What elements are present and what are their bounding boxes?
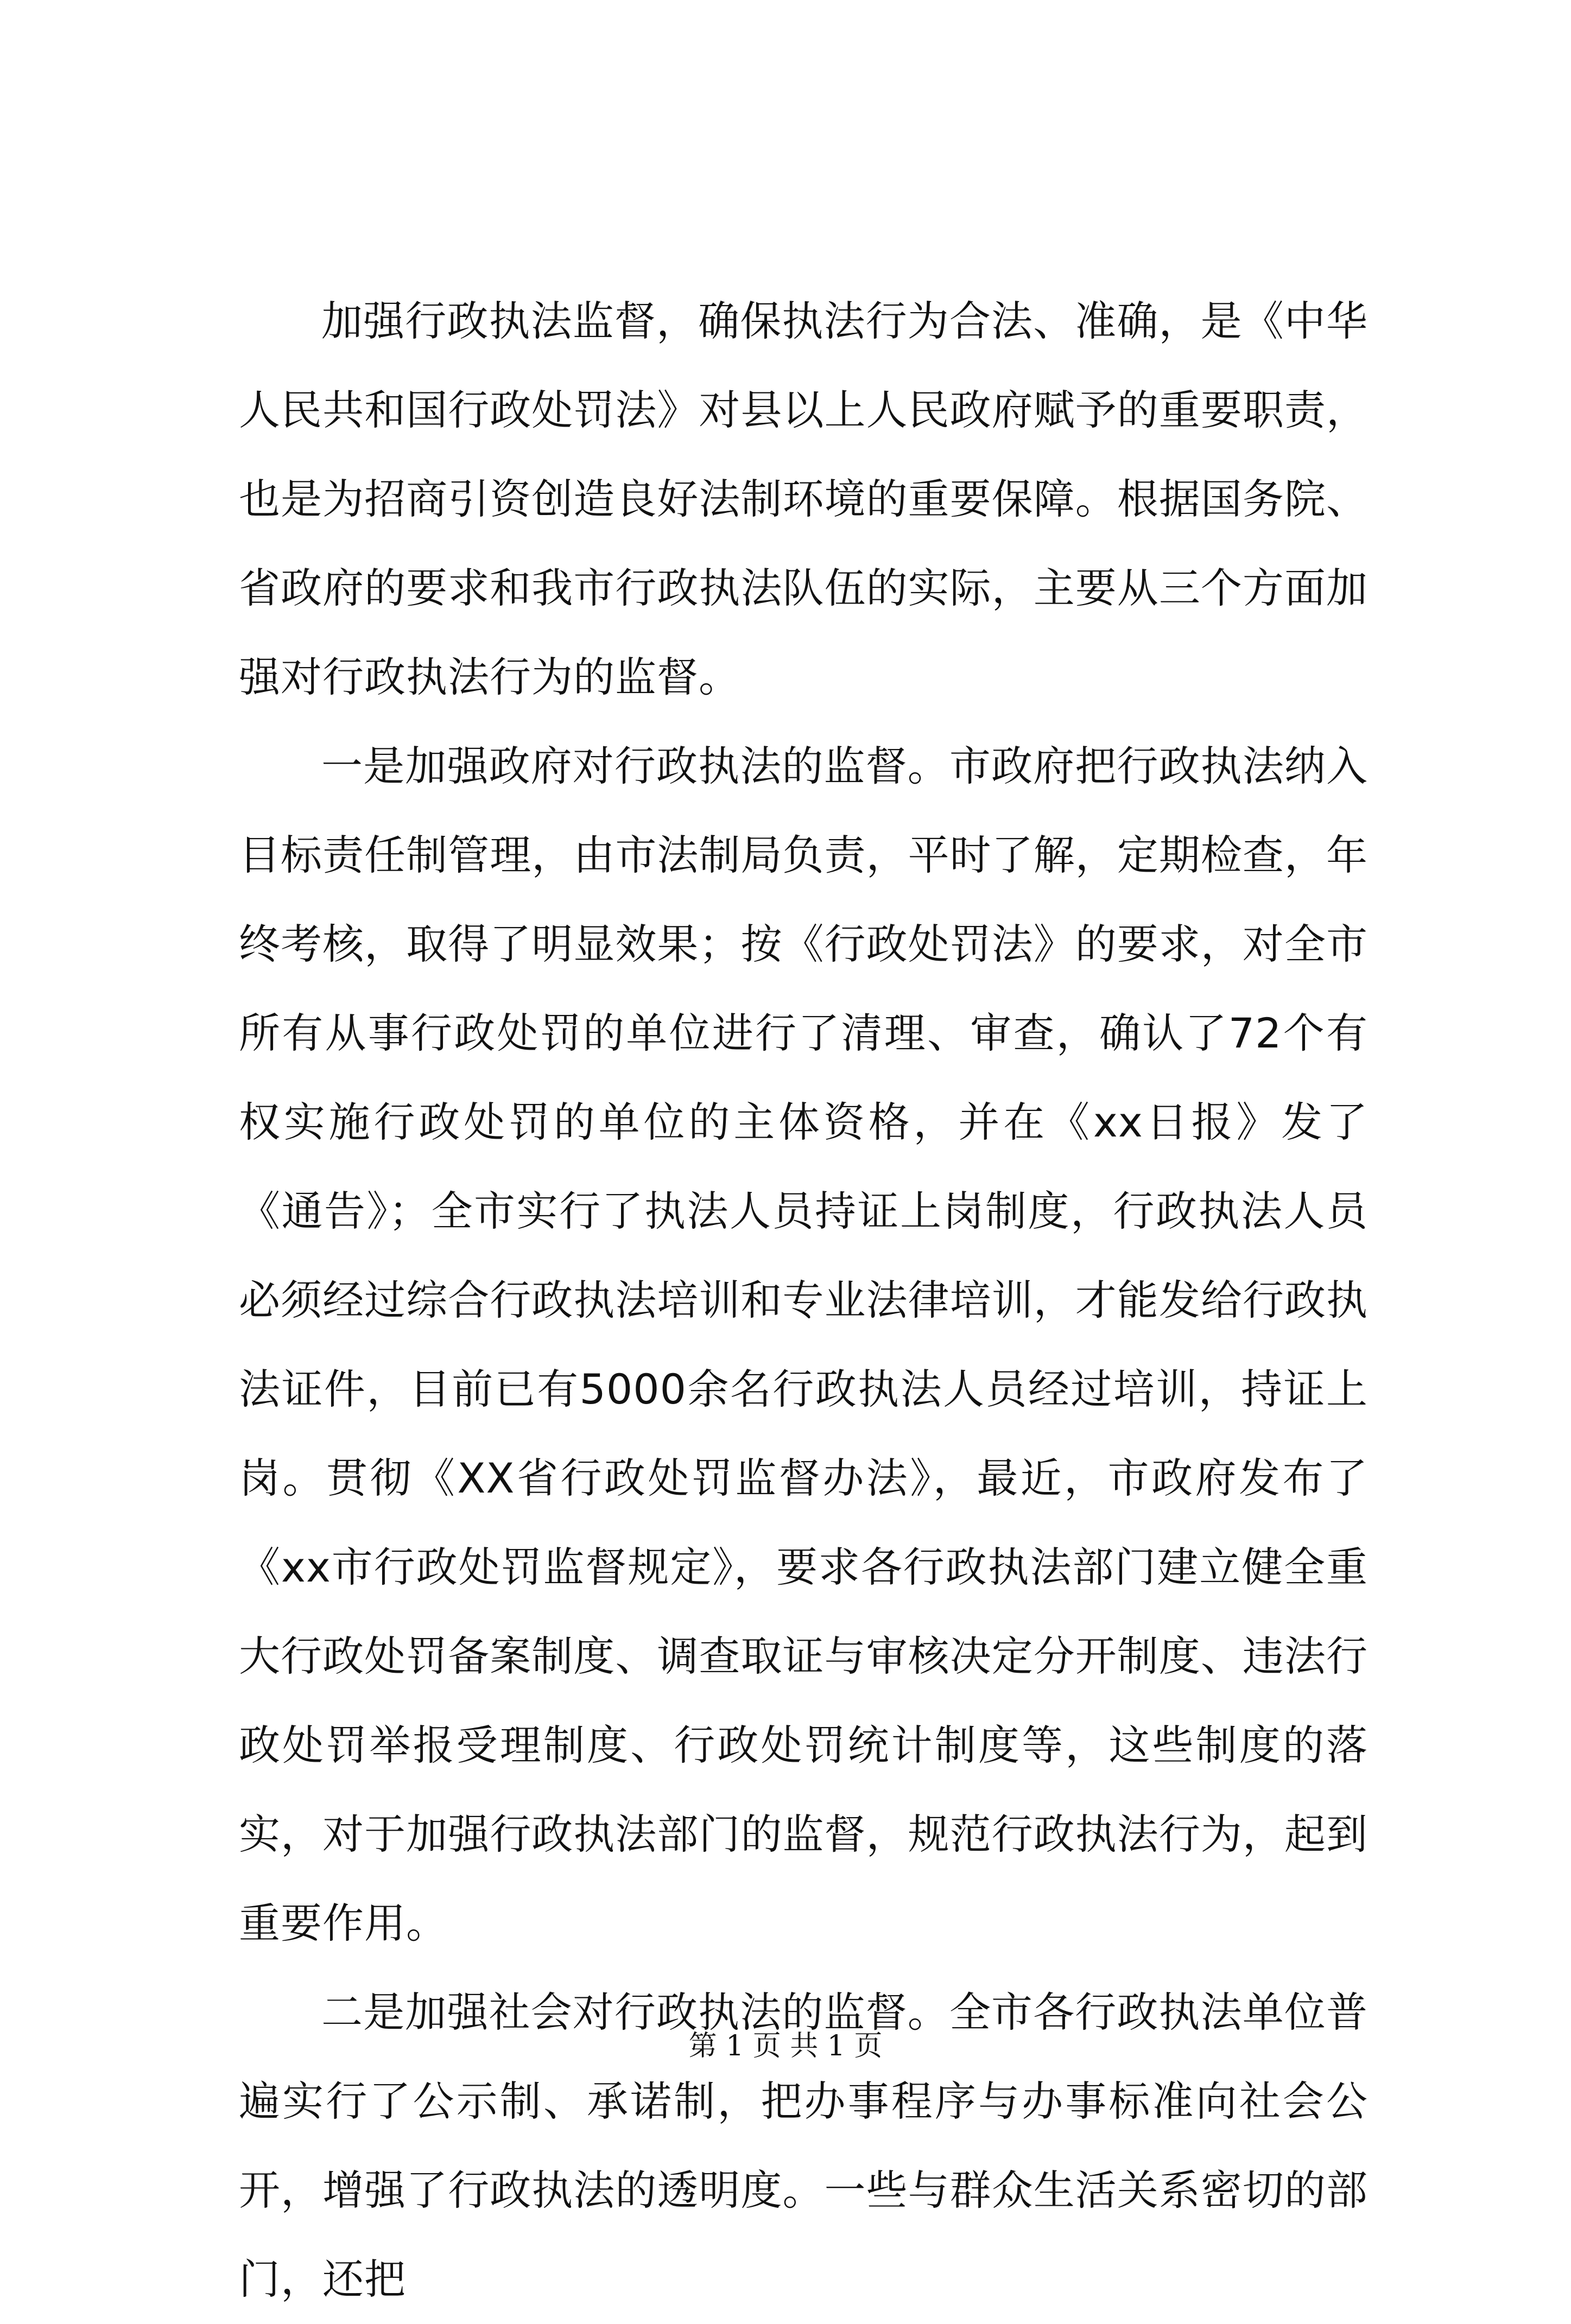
paragraph-government-supervision: 一是加强政府对行政执法的监督。市政府把行政执法纳入目标责任制管理，由市法制局负责，平时了解，定期检查，年终考核，取得了明显效果；按《行政处罚法》的要求，对全市所有从事行政处罚的单位进行了清理、审查，确认了72个有权实施行政处罚的单位的主体资格，并在《xx日报》发了《通告》；全市实行了执法人员持证上岗制度，行政执法人员必须经过综合行政执法培训和专业法律培训，才能发给行政执法证件，目前已有5000余名行政执法人员经过培训，持证上岗。贯彻《XX省行政处罚监督办法》，最近，市政府发布了《xx市行政处罚监督规定》，要求各行政执法部门建立健全重大行政处罚备案制度、调查取证与审核决定分开制度、违法行政处罚举报受理制度、行政处罚统计制度等，这些制度的落实，对于加强行政执法部门的监督，规范行政执法行为，起到重要作用。 — [239, 742, 1368, 1947]
paragraph-social-supervision: 二是加强社会对行政执法的监督。全市各行政执法单位普遍实行了公示制、承诺制，把办事程序与办事标准向社会公开，增强了行政执法的透明度。一些与群众生活关系密切的部门，还把 — [239, 1988, 1368, 2303]
page-footer: 第 1 页 共 1 页 — [688, 2030, 883, 2062]
paragraph-intro: 加强行政执法监督，确保执法行为合法、准确，是《中华人民共和国行政处罚法》对县以上人民政府赋予的重要职责，也是为招商引资创造良好法制环境的重要保障。根据国务院、省政府的要求和我市行政执法队伍的实际，主要从三个方面加强对行政执法行为的监督。 — [239, 297, 1368, 701]
document-body — [239, 277, 1368, 2324]
